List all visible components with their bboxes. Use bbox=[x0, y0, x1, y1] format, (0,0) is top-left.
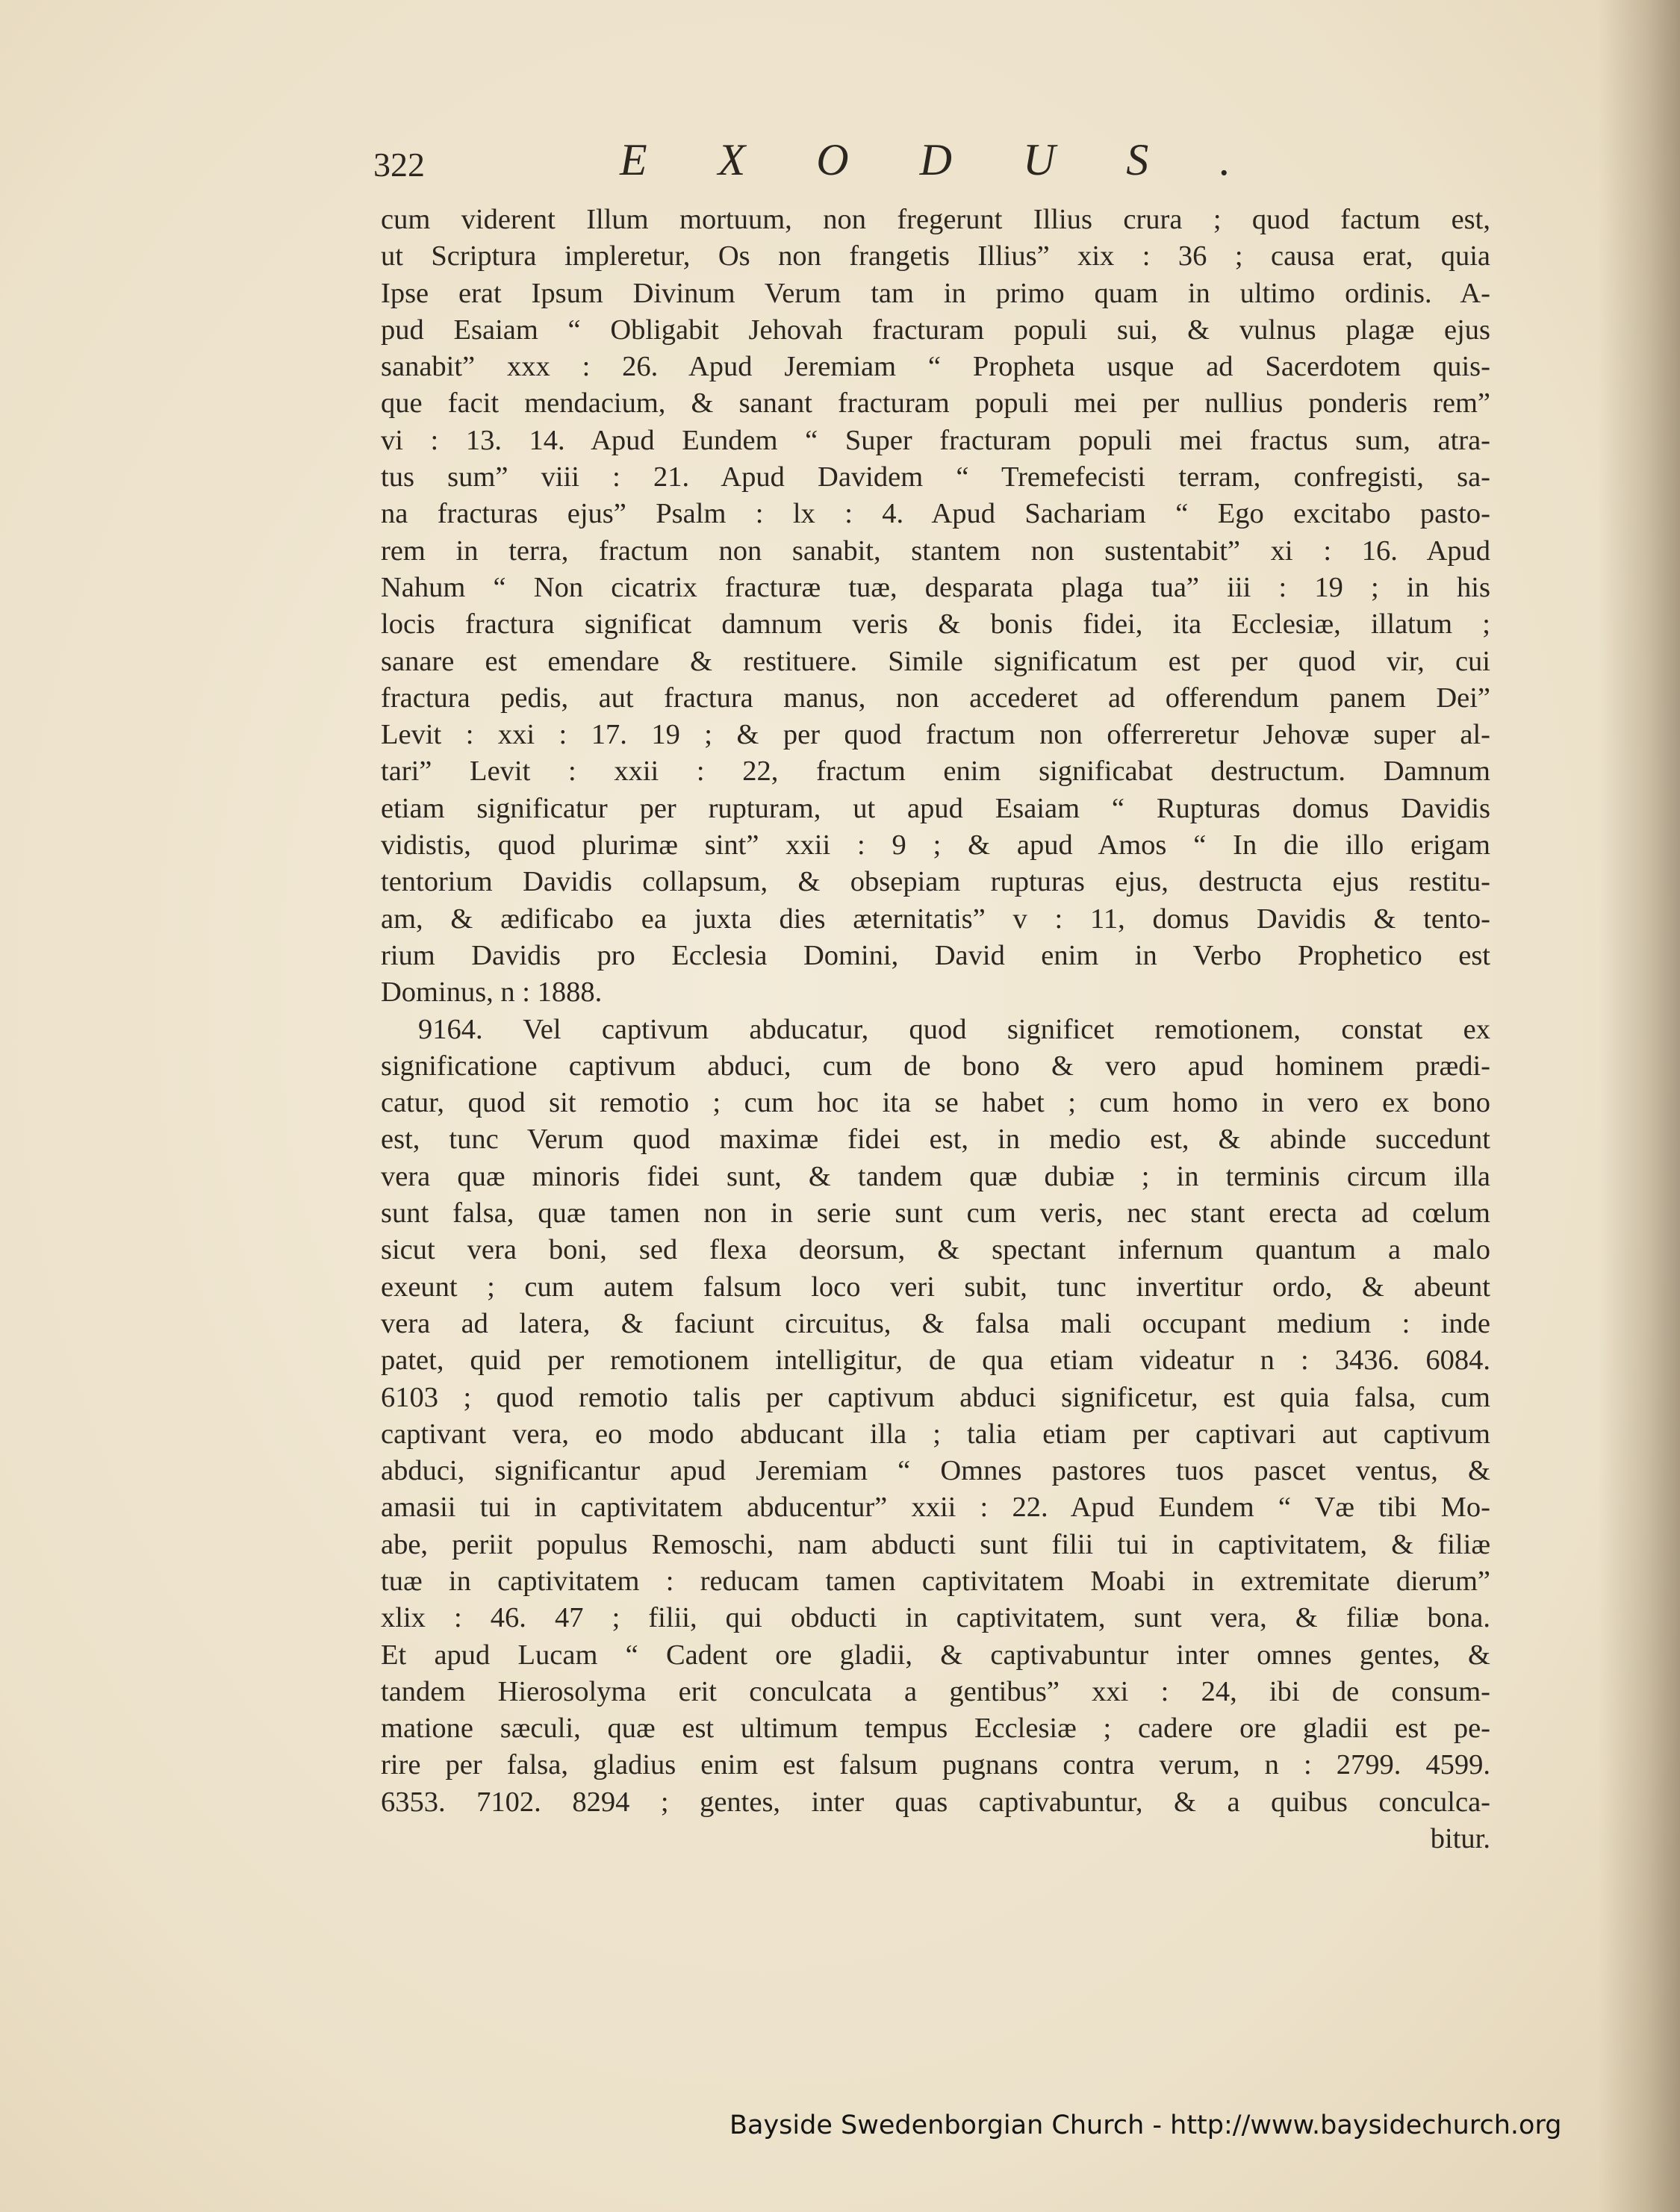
text-line: 6353. 7102. 8294 ; gentes, inter quas captivabuntur, & a quibus conculca- bbox=[381, 1786, 1490, 1818]
running-title: EXODUS. bbox=[620, 135, 1302, 184]
text-line: Levit : xxi : 17. 19 ; & per quod fractum non offerreretur Jehovæ super al- bbox=[381, 719, 1490, 751]
page-header bbox=[373, 134, 1302, 194]
text-line: vera ad latera, & faciunt circuitus, & falsa mali occupant medium : inde bbox=[381, 1307, 1490, 1339]
text-line: pud Esaiam “ Obligabit Jehovah fracturam populi sui, & vulnus plagæ ejus bbox=[381, 314, 1490, 346]
text-line: Dominus, n : 1888. bbox=[381, 976, 603, 1009]
text-line: significatione captivum abduci, cum de bono & vero apud hominem prædi- bbox=[381, 1050, 1490, 1082]
text-line: Nahum “ Non cicatrix fracturæ tuæ, desparata plaga tua” iii : 19 ; in his bbox=[381, 571, 1490, 603]
text-line: vi : 13. 14. Apud Eundem “ Super fracturam populi mei fractus sum, atra- bbox=[381, 424, 1490, 456]
text-line: sanabit” xxx : 26. Apud Jeremiam “ Propheta usque ad Sacerdotem quis- bbox=[381, 351, 1490, 383]
text-line: rire per falsa, gladius enim est falsum pugnans contra verum, n : 2799. 4599. bbox=[381, 1749, 1490, 1781]
text-line: exeunt ; cum autem falsum loco veri subit, tunc invertitur ordo, & abeunt bbox=[381, 1271, 1490, 1303]
text-line: tus sum” viii : 21. Apud Davidem “ Tremefecisti terram, confregisti, sa- bbox=[381, 461, 1490, 493]
text-line: tandem Hierosolyma erit conculcata a gentibus” xxi : 24, ibi de consum- bbox=[381, 1675, 1490, 1707]
page-edge-shadow bbox=[1598, 0, 1680, 2212]
text-line: patet, quid per remotionem intelligitur, de qua etiam videatur n : 3436. 6084. bbox=[381, 1345, 1490, 1377]
text-line: matione sæculi, quæ est ultimum tempus Ecclesiæ ; cadere ore gladii est pe- bbox=[381, 1713, 1490, 1745]
text-line: est, tunc Verum quod maximæ fidei est, in medio est, & abinde succedunt bbox=[381, 1124, 1490, 1156]
text-line: Ipse erat Ipsum Divinum Verum tam in primo quam in ultimo ordinis. A- bbox=[381, 277, 1490, 309]
text-line: cum viderent Illum mortuum, non fregerunt Illius crura ; quod factum est, bbox=[381, 204, 1490, 235]
text-line: etiam significatur per rupturam, ut apud Esaiam “ Rupturas domus Davidis bbox=[381, 792, 1490, 824]
page-number: 322 bbox=[373, 146, 425, 184]
text-line: 9164. Vel captivum abducatur, quod significet remotionem, constat ex bbox=[418, 1013, 1490, 1045]
text-line: fractura pedis, aut fractura manus, non accederet ad offerendum panem Dei” bbox=[381, 682, 1490, 714]
text-line: bitur. bbox=[1430, 1823, 1490, 1855]
text-line: rem in terra, fractum non sanabit, stantem non sustentabit” xi : 16. Apud bbox=[381, 535, 1490, 567]
text-line: tentorium Davidis collapsum, & obsepiam rupturas ejus, destructa ejus restitu- bbox=[381, 866, 1490, 898]
text-line: que facit mendacium, & sanant fracturam populi mei per nullius ponderis rem” bbox=[381, 387, 1490, 420]
text-line: tuæ in captivitatem : reducam tamen captivitatem Moabi in extremitate dierum” bbox=[381, 1565, 1490, 1597]
text-line: na fracturas ejus” Psalm : lx : 4. Apud Sachariam “ Ego excitabo pasto- bbox=[381, 498, 1490, 530]
text-line: abe, periit populus Remoschi, nam abducti sunt filii tui in captivitatem, & filiæ bbox=[381, 1528, 1490, 1560]
text-line: tari” Levit : xxii : 22, fractum enim significabat destructum. Damnum bbox=[381, 755, 1490, 788]
text-line: xlix : 46. 47 ; filii, qui obducti in captivitatem, sunt vera, & filiæ bona. bbox=[381, 1602, 1490, 1634]
text-line: vera quæ minoris fidei sunt, & tandem quæ dubiæ ; in terminis circum illa bbox=[381, 1160, 1490, 1192]
body-text bbox=[381, 202, 1490, 1857]
text-line: ut Scriptura impleretur, Os non frangetis Illius” xix : 36 ; causa erat, quia bbox=[381, 240, 1490, 272]
text-line: catur, quod sit remotio ; cum hoc ita se habet ; cum homo in vero ex bono bbox=[381, 1087, 1490, 1119]
text-line: 6103 ; quod remotio talis per captivum abduci significetur, est quia falsa, cum bbox=[381, 1381, 1490, 1413]
text-line: abduci, significantur apud Jeremiam “ Omnes pastores tuos pascet ventus, & bbox=[381, 1455, 1490, 1487]
text-line: sicut vera boni, sed flexa deorsum, & spectant infernum quantum a malo bbox=[381, 1234, 1490, 1266]
text-line: amasii tui in captivitatem abducentur” xxii : 22. Apud Eundem “ Væ tibi Mo- bbox=[381, 1492, 1490, 1524]
text-line: am, & ædificabo ea juxta dies æternitatis” v : 11, domus Davidis & tento- bbox=[381, 903, 1490, 935]
text-line: sanare est emendare & restituere. Simile significatum est per quod vir, cui bbox=[381, 645, 1490, 677]
text-line: Et apud Lucam “ Cadent ore gladii, & captivabuntur inter omnes gentes, & bbox=[381, 1639, 1490, 1671]
text-line: locis fractura significat damnum veris & bonis fidei, ita Ecclesiæ, illatum ; bbox=[381, 608, 1490, 641]
text-line: vidistis, quod plurimæ sint” xxii : 9 ; & apud Amos “ In die illo erigam bbox=[381, 829, 1490, 862]
text-line: sunt falsa, quæ tamen non in serie sunt cum veris, nec stant erecta ad cœlum bbox=[381, 1197, 1490, 1230]
text-line: captivant vera, eo modo abducant illa ; talia etiam per captivari aut captivum bbox=[381, 1418, 1490, 1450]
text-line: rium Davidis pro Ecclesia Domini, David enim in Verbo Prophetico est bbox=[381, 939, 1490, 971]
footer-credit: Bayside Swedenborgian Church - http://www.baysidechurch.org bbox=[729, 2110, 1562, 2140]
